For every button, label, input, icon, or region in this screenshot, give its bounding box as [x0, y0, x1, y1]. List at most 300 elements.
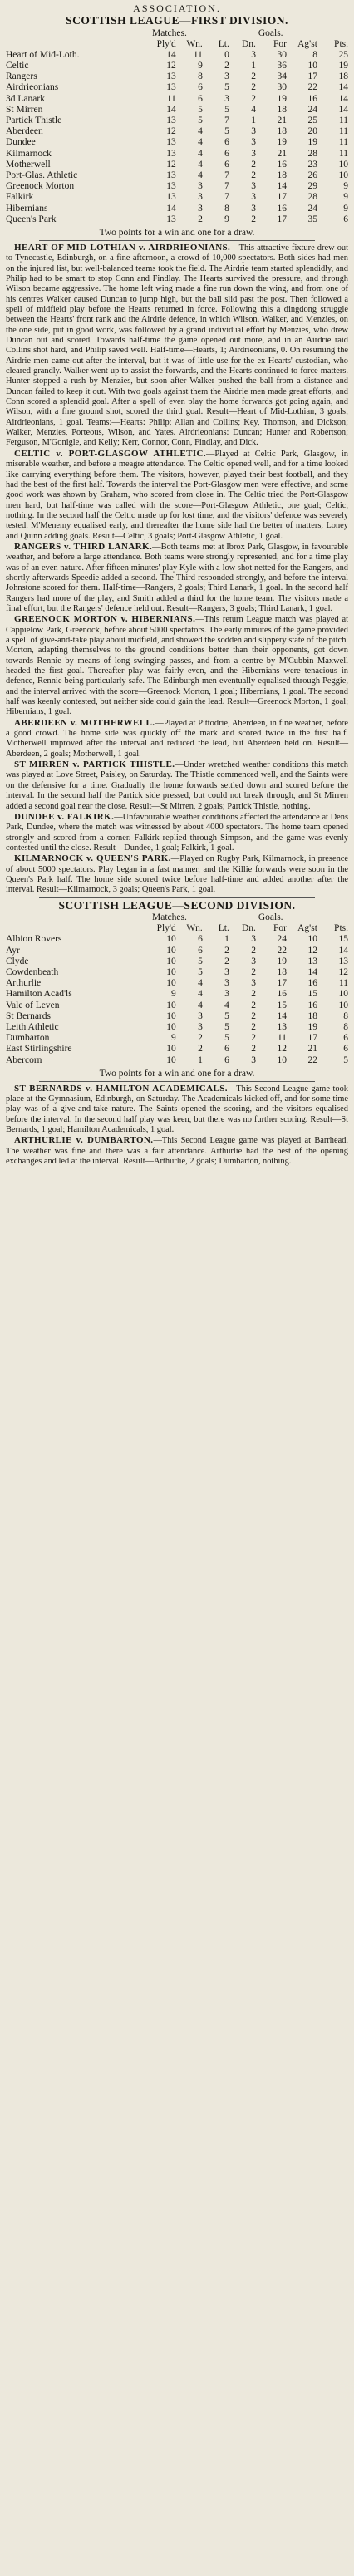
played-value: 13 [166, 214, 176, 224]
points-value: 18 [338, 71, 348, 82]
goals-for-value: 36 [277, 60, 287, 71]
points-heading: Pts. [334, 923, 348, 934]
played-heading: Ply'd [156, 38, 176, 49]
drawn-value: 2 [251, 1021, 256, 1032]
goals-against-value: 12 [307, 945, 317, 956]
club-name: Motherwell [6, 159, 51, 170]
club-name: Greenock Morton [6, 181, 75, 192]
won-value: 3 [198, 1010, 203, 1021]
lost-value: 7 [224, 115, 229, 125]
drawn-value: 4 [251, 104, 256, 115]
match-report-body: —This Second League game was played at Barrhead. The weather was fine and there was a fair attendance. Arthurlie had the best of the opening exchanges and led at the interval. Result—Arthurlie, 2 goals; Dumbarton, nothing. [6, 1136, 348, 1167]
points-value: 14 [338, 104, 348, 115]
club-name: Falkirk [6, 192, 34, 203]
won-value: 5 [198, 115, 203, 125]
won-value: 4 [198, 137, 203, 148]
won-value: 1 [198, 1054, 203, 1065]
club-name: Abercorn [6, 1054, 42, 1065]
table-row [6, 181, 348, 192]
lost-value: 4 [224, 1000, 229, 1010]
won-value: 3 [198, 1021, 203, 1032]
match-report [6, 853, 348, 895]
won-heading: Wn. [186, 923, 203, 934]
goals-against-value: 24 [307, 104, 317, 115]
won-value: 5 [198, 956, 203, 966]
match-report-heading: ABERDEEN v. MOTHERWELL. [14, 717, 155, 728]
match-report [6, 718, 348, 760]
table-row [6, 978, 348, 989]
won-value: 4 [198, 978, 203, 989]
played-value: 10 [166, 956, 176, 966]
won-value: 2 [198, 1044, 203, 1054]
drawn-value: 2 [251, 1010, 256, 1021]
won-value: 2 [198, 214, 203, 224]
won-value: 6 [198, 934, 203, 945]
won-value: 4 [198, 989, 203, 1000]
match-report-body: —Both teams met at Ibrox Park, Glasgow, in favourable weather, and before a large attendance. Both teams were strongly represented, and for a time play was of an even nature. After fifteen minutes' play Kyle with a low shot netted for the Rangers, and shortly afterwards Speedie added a second. The Third responded strongly, and before the interval Johnstone scored for them. Half-time—Rangers, 2 goals; Third Lanark, 1 goal. In the second half Rangers had more of the play, and Smith added a third for the home team. The visitors made a final effort, but the Rangers' defence held out. Result—Rangers, 3 goals; Third Lanark, 1 goal. [6, 542, 349, 613]
goals-against-value: 25 [307, 115, 317, 125]
goals-for-value: 19 [277, 956, 287, 966]
goals-for-value: 17 [277, 214, 287, 224]
lost-value: 5 [224, 104, 229, 115]
club-name: Port-Glas. Athletic [6, 170, 78, 180]
played-value: 13 [166, 71, 176, 82]
goals-for-value: 14 [277, 181, 287, 192]
goals-for-value: 22 [277, 945, 287, 956]
goals-against-value: 23 [307, 159, 317, 170]
points-value: 9 [343, 181, 348, 192]
goals-against-value: 28 [307, 192, 317, 203]
table-row [6, 1022, 348, 1033]
club-name: St Bernards [6, 1010, 51, 1021]
lost-value: 0 [224, 49, 229, 60]
lost-value: 3 [224, 978, 229, 989]
points-value: 25 [338, 49, 348, 60]
goals-for-value: 10 [277, 1054, 287, 1065]
won-value: 4 [198, 1000, 203, 1010]
points-value: 11 [338, 978, 348, 989]
division1-title: SCOTTISH LEAGUE—FIRST DIVISION. [66, 14, 288, 27]
won-value: 6 [198, 93, 203, 104]
lost-value: 3 [224, 966, 229, 977]
drawn-value: 2 [251, 1000, 256, 1010]
played-value: 13 [166, 192, 176, 203]
won-value: 4 [198, 170, 203, 180]
lost-value: 6 [224, 159, 229, 170]
points-value: 19 [338, 60, 348, 71]
division1-column-headings [6, 28, 348, 39]
lost-value: 9 [224, 214, 229, 224]
won-value: 4 [198, 159, 203, 170]
goals-group-label: Goals. [258, 27, 283, 38]
goals-for-value: 13 [277, 1021, 287, 1032]
won-value: 3 [198, 192, 203, 203]
goals-against-value: 14 [307, 966, 317, 977]
drawn-value: 1 [251, 115, 256, 125]
drawn-value: 3 [251, 126, 256, 137]
lost-heading: Lt. [218, 923, 229, 934]
divider [39, 1081, 315, 1082]
division2-column-headings [6, 912, 348, 923]
lost-value: 3 [224, 93, 229, 104]
goals-against-value: 19 [307, 137, 317, 148]
against-heading: Ag'st [297, 38, 317, 49]
points-note: Two points for a win and one for a draw. [99, 1068, 255, 1079]
matches-group-label: Matches. [152, 27, 187, 38]
goals-for-value: 30 [277, 49, 287, 60]
lost-value: 5 [224, 1010, 229, 1021]
points-value: 10 [338, 1000, 348, 1010]
goals-against-value: 16 [307, 1000, 317, 1010]
won-value: 8 [198, 71, 203, 82]
goals-for-value: 18 [277, 966, 287, 977]
lost-value: 1 [224, 934, 229, 945]
lost-value: 5 [224, 1033, 229, 1044]
divider [39, 240, 315, 241]
lost-value: 3 [224, 71, 229, 82]
goals-against-value: 19 [307, 1021, 317, 1032]
match-report-body: —This attractive fixture drew out to Tynecastle, Edinburgh, on a fine afternoon, a crowd of 10,000 spectators. Both sides had men on the injured list, but well-balanced teams took the field. The Airdrie team started splendidly, and Philip had to be smart to stop Conn and Findlay. The Hearts survived the pressure, and through Wilson became aggressive. The home left wing made a fine run down the wing, and from one of his centres Walker caused Duncan to jump high, but the ball slid past the post. Then followed a spell of midfield play before the Hearts returned in force. Following this a dingdong struggle between the Hearts' front rank and the Airdrie defence, in which Wilson, Walker, and Menzies, on the one side, put in good work, was followed by a grand individual effort by Menzies, who drew Duncan out and scored. Towards half-time the game opened out more, and in an Airdrie raid Collins shot hard, and Philip saved well. Half-time—Hearts, 1; Airdrieonians, 0. On resuming the Airdrie men came out after the interval, but it was of little use for the ex-Hearts' custodian, who cleared grandly. Walker went up to assist the forwards, and the Hearts continued to force matters. Hunter stopped a rush by Menzies, but soon after Walker pushed the ball from a distance and Duncan failed to keep it out. With two goals against them the Airdrie men made great efforts, and Conn scored a splendid goal. After a spell of even play the home forwards got going again, and Wilson, with a fine ground shot, scored the third goal. Result—Heart of Mid-Lothian, 3 goals; Airdrieonians, 1 goal. Teams:—Hearts: Philip; Allan and Collins; Key, Thomson, and Dickson; Walker, Menzies, Porteous, Wilson, and Yates. Airdrieonians: Duncan; Hunter and Robertson; Ferguson, M'Gonigle, and Kelly; Kerr, Connor, Conn, Findlay, and Dick. [6, 243, 348, 448]
played-value: 14 [166, 203, 176, 214]
goals-against-value: 10 [307, 934, 317, 945]
match-report [6, 243, 348, 449]
division1-table [6, 39, 348, 225]
played-value: 12 [166, 126, 176, 137]
club-name: East Stirlingshire [6, 1044, 72, 1054]
points-value: 6 [343, 1033, 348, 1044]
table-row [6, 192, 348, 203]
club-name: Queen's Park [6, 214, 57, 224]
goals-for-value: 17 [277, 192, 287, 203]
won-value: 4 [198, 148, 203, 159]
table-row [6, 61, 348, 71]
match-report-heading: ST MIRREN v. PARTICK THISTLE. [14, 760, 175, 770]
table-row [6, 94, 348, 105]
played-value: 13 [166, 82, 176, 93]
played-value: 9 [171, 989, 176, 1000]
goals-for-value: 16 [277, 989, 287, 1000]
club-name: Arthurlie [6, 978, 42, 989]
drawn-value: 3 [251, 148, 256, 159]
points-heading: Pts. [334, 38, 348, 49]
played-value: 9 [171, 1033, 176, 1044]
points-value: 8 [343, 1021, 348, 1032]
goals-for-value: 16 [277, 159, 287, 170]
club-name: St Mirren [6, 104, 43, 115]
drawn-value: 3 [251, 978, 256, 989]
drawn-value: 2 [251, 170, 256, 180]
table-row [6, 946, 348, 956]
points-value: 6 [343, 1044, 348, 1054]
played-value: 13 [166, 137, 176, 148]
club-name: Rangers [6, 71, 37, 82]
division2-title: SCOTTISH LEAGUE—SECOND DIVISION. [58, 898, 296, 912]
lost-value: 6 [224, 1054, 229, 1065]
goals-for-value: 16 [277, 203, 287, 214]
lost-value: 6 [224, 148, 229, 159]
goals-against-value: 22 [307, 82, 317, 93]
table-row [6, 967, 348, 978]
played-value: 13 [166, 181, 176, 192]
goals-against-value: 16 [307, 93, 317, 104]
points-value: 9 [343, 192, 348, 203]
drawn-value: 3 [251, 934, 256, 945]
points-value: 11 [338, 115, 348, 125]
goals-for-value: 18 [277, 170, 287, 180]
points-value: 10 [338, 989, 348, 1000]
matches-group-label: Matches. [152, 912, 187, 923]
points-value: 14 [338, 93, 348, 104]
goals-against-value: 22 [307, 1054, 317, 1065]
against-heading: Ag'st [297, 923, 317, 934]
club-name: Heart of Mid-Loth. [6, 49, 80, 60]
played-value: 11 [166, 93, 176, 104]
table-row [6, 82, 348, 93]
lost-value: 5 [224, 82, 229, 93]
lost-value: 7 [224, 192, 229, 203]
match-report-heading: ST BERNARDS v. HAMILTON ACADEMICALS. [14, 1083, 228, 1094]
club-name: Aberdeen [6, 126, 43, 137]
match-report-body: —Under wretched weather conditions this match was played at Love Street, Paisley, on Saturday. The Thistle commenced well, and the Saints were on the defensive for a time. Gradually the home forwards settled down and scored before the interval. In the second half the Partick side pressed, but could not break through, and St Mirren added a second goal near the close. Result—St Mirren, 2 goals; Partick Thistle, nothing. [6, 760, 348, 811]
match-report [6, 614, 348, 717]
played-value: 10 [166, 1044, 176, 1054]
goals-for-value: 34 [277, 71, 287, 82]
drawn-value: 2 [251, 82, 256, 93]
goals-for-value: 17 [277, 978, 287, 989]
club-name: Dundee [6, 137, 36, 148]
match-report-body: —Played at Pittodrie, Aberdeen, in fine weather, before a good crowd. The home side was quickly off the mark and scored twice in the first half. Motherwell improved after the interval and reduced the lead, but Aberdeen held on. Result—Aberdeen, 2 goals; Motherwell, 1 goal. [6, 718, 349, 759]
played-value: 10 [166, 966, 176, 977]
goals-against-value: 17 [307, 71, 317, 82]
points-value: 11 [338, 148, 348, 159]
match-report [6, 1135, 348, 1167]
match-reports-first-division [6, 243, 348, 896]
goals-against-value: 24 [307, 203, 317, 214]
match-report [6, 1084, 348, 1136]
won-heading: Wn. [186, 38, 203, 49]
goals-for-value: 12 [277, 1044, 287, 1054]
drawn-value: 1 [251, 60, 256, 71]
goals-for-value: 15 [277, 1000, 287, 1010]
won-value: 4 [198, 126, 203, 137]
drawn-value: 3 [251, 181, 256, 192]
club-name: Albion Rovers [6, 934, 62, 945]
won-value: 6 [198, 945, 203, 956]
won-value: 2 [198, 1033, 203, 1044]
drawn-value: 3 [251, 203, 256, 214]
points-value: 10 [338, 170, 348, 180]
won-value: 3 [198, 181, 203, 192]
played-value: 10 [166, 1010, 176, 1021]
drawn-value: 2 [251, 966, 256, 977]
match-report [6, 760, 348, 812]
lost-heading: Lt. [218, 38, 229, 49]
for-heading: For [273, 38, 287, 49]
points-value: 5 [343, 1054, 348, 1065]
division2-header-row [6, 923, 348, 934]
table-row [6, 1033, 348, 1044]
drawn-value: 3 [251, 956, 256, 966]
won-value: 11 [193, 49, 203, 60]
goals-for-value: 19 [277, 137, 287, 148]
goals-against-value: 26 [307, 170, 317, 180]
match-report-heading: RANGERS v. THIRD LANARK. [14, 541, 153, 552]
played-value: 10 [166, 978, 176, 989]
played-value: 14 [166, 104, 176, 115]
goals-against-value: 20 [307, 126, 317, 137]
goals-against-value: 29 [307, 181, 317, 192]
lost-value: 3 [224, 989, 229, 1000]
drawn-value: 2 [251, 71, 256, 82]
goals-against-value: 17 [307, 1033, 317, 1044]
drawn-value: 3 [251, 49, 256, 60]
club-name: Dumbarton [6, 1033, 50, 1044]
played-value: 12 [166, 60, 176, 71]
played-value: 13 [166, 148, 176, 159]
lost-value: 8 [224, 203, 229, 214]
won-value: 3 [198, 203, 203, 214]
goals-group-label: Goals. [258, 912, 283, 923]
points-value: 8 [343, 1010, 348, 1021]
goals-for-value: 14 [277, 1010, 287, 1021]
table-row [6, 149, 348, 160]
match-report-heading: ARTHURLIE v. DUMBARTON. [14, 1135, 154, 1146]
goals-against-value: 15 [307, 989, 317, 1000]
club-name: Partick Thistle [6, 115, 62, 125]
club-name: Ayr [6, 945, 20, 956]
lost-value: 7 [224, 170, 229, 180]
points-note: Two points for a win and one for a draw. [99, 227, 255, 238]
match-report-heading: HEART OF MID-LOTHIAN v. AIRDRIEONIANS. [14, 242, 231, 253]
lost-value: 2 [224, 60, 229, 71]
club-name: Leith Athletic [6, 1021, 59, 1032]
played-value: 12 [166, 159, 176, 170]
points-value: 11 [338, 126, 348, 137]
table-row [6, 116, 348, 126]
table-row [6, 1000, 348, 1011]
match-report [6, 812, 348, 853]
club-name: Kilmarnock [6, 148, 52, 159]
goals-for-value: 11 [277, 1033, 287, 1044]
match-report-body: —This return League match was played at Cappielow Park, Greenock, before about 5000 spectators. The early minutes of the game provided a spell of give-and-take play about midfield, and showed the sodden and slippery state of the pitch. Morton, adapting themselves to the ground conditions better than their opponents, got down towards Rennie by means of long swinging passes, and from a centre by M'Cubbin Maxwell headed the first goal. Thereafter play was fairly even, and the Hibernians were tenacious in defence, Rennie being particularly safe. The Edinburgh men eventually equalised through Peggie, and the interval arrived with the score—Greenock Morton, 1 goal; Hibernians, 1 goal. The second half was keenly contested, but neither side could gain the lead. Result—Greenock Morton, 1 goal; Hibernians, 1 goal. [6, 615, 348, 717]
table-row [6, 50, 348, 61]
points-value: 11 [338, 137, 348, 148]
played-value: 10 [166, 934, 176, 945]
goals-for-value: 18 [277, 104, 287, 115]
goals-for-value: 18 [277, 126, 287, 137]
lost-value: 5 [224, 1021, 229, 1032]
played-heading: Ply'd [156, 923, 176, 934]
points-value: 12 [338, 966, 348, 977]
goals-against-value: 21 [307, 1044, 317, 1054]
club-name: Cowdenbeath [6, 966, 59, 977]
played-value: 13 [166, 115, 176, 125]
won-value: 9 [198, 60, 203, 71]
lost-value: 2 [224, 956, 229, 966]
table-row [6, 71, 348, 82]
drawn-value: 2 [251, 945, 256, 956]
divider [39, 897, 315, 898]
table-row [6, 934, 348, 945]
points-value: 6 [343, 214, 348, 224]
match-report-body: —This Second League game took place at the Gymnasium, Edinburgh, on Saturday. The Academicals kicked off, and for some time play was of a give-and-take nature. The Saints opened the scoring, and the visitors equalised before the interval. In the second half play was keen, but there was no further scoring. Result—St Bernards, 1 goal; Hamilton Academicals, 1 goal. [6, 1084, 348, 1135]
played-value: 13 [166, 170, 176, 180]
club-name: Vale of Leven [6, 1000, 60, 1010]
match-report-heading: CELTIC v. PORT-GLASGOW ATHLETIC. [14, 448, 207, 459]
table-row [6, 1011, 348, 1022]
table-row [6, 204, 348, 214]
goals-for-value: 19 [277, 93, 287, 104]
drawn-value: 2 [251, 1033, 256, 1044]
points-value: 15 [338, 934, 348, 945]
goals-for-value: 21 [277, 115, 287, 125]
goals-for-value: 24 [277, 934, 287, 945]
club-name: Airdrieonians [6, 82, 59, 93]
played-value: 10 [166, 945, 176, 956]
match-report-body: —Unfavourable weather conditions affected the attendance at Dens Park, Dundee, where the match was witnessed by about 4000 spectators. The home team opened strongly and scored from a corner. Falkirk replied through Simpson, and the game was evenly contested until the close. Result—Dundee, 1 goal; Falkirk, 1 goal. [6, 812, 348, 853]
table-row [6, 214, 348, 225]
lost-value: 5 [224, 126, 229, 137]
for-heading: For [273, 923, 287, 934]
goals-against-value: 35 [307, 214, 317, 224]
drawn-value: 3 [251, 1054, 256, 1065]
match-report-heading: KILMARNOCK v. QUEEN'S PARK. [14, 853, 171, 864]
club-name: 3d Lanark [6, 93, 45, 104]
club-name: Clyde [6, 956, 29, 966]
lost-value: 6 [224, 137, 229, 148]
table-row [6, 989, 348, 1000]
points-value: 14 [338, 82, 348, 93]
goals-against-value: 13 [307, 956, 317, 966]
points-value: 13 [338, 956, 348, 966]
goals-against-value: 16 [307, 978, 317, 989]
table-row [6, 105, 348, 116]
match-report [6, 449, 348, 542]
won-value: 6 [198, 82, 203, 93]
drawn-value: 2 [251, 214, 256, 224]
goals-for-value: 30 [277, 82, 287, 93]
club-name: Hamilton Acad'ls [6, 989, 72, 1000]
points-value: 10 [338, 159, 348, 170]
drawn-value: 2 [251, 1044, 256, 1054]
played-value: 14 [166, 49, 176, 60]
table-row [6, 1044, 348, 1054]
division1-header-row [6, 39, 348, 50]
club-name: Celtic [6, 60, 29, 71]
match-report-body: —Played on Rugby Park, Kilmarnock, in presence of about 5000 spectators. Play began in a fast manner, and the Killie forwards were soon in the Queen's Park half. The home side scored twice before half-time and added another after the interval. Result—Kilmarnock, 3 goals; Queen's Park, 1 goal. [6, 854, 348, 895]
match-reports-second-division [6, 1084, 348, 1168]
goals-against-value: 10 [307, 60, 317, 71]
table-row [6, 956, 348, 967]
table-row [6, 126, 348, 137]
goals-against-value: 28 [307, 148, 317, 159]
won-value: 5 [198, 104, 203, 115]
club-name: Hibernians [6, 203, 48, 214]
points-value: 14 [338, 945, 348, 956]
drawn-heading: Dn. [242, 923, 256, 934]
division2-table [6, 923, 348, 1066]
won-value: 5 [198, 966, 203, 977]
drawn-heading: Dn. [242, 38, 256, 49]
points-value: 9 [343, 203, 348, 214]
section-heading: ASSOCIATION. [133, 2, 221, 14]
drawn-value: 3 [251, 137, 256, 148]
goals-for-value: 21 [277, 148, 287, 159]
lost-value: 2 [224, 945, 229, 956]
table-row [6, 1055, 348, 1066]
goals-against-value: 18 [307, 1010, 317, 1021]
table-row [6, 170, 348, 181]
